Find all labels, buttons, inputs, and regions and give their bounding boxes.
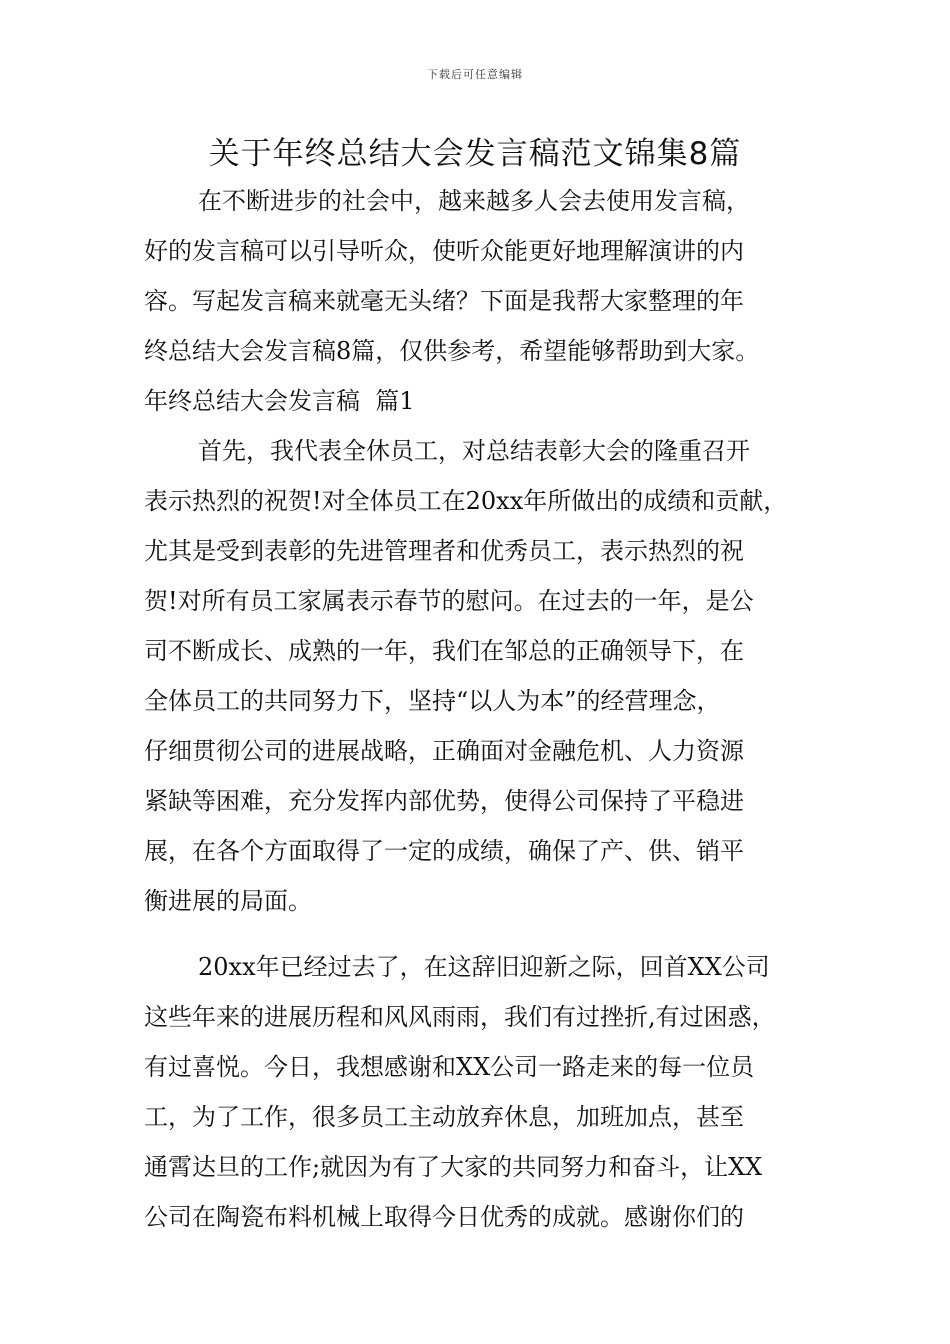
intro-line: 容。写起发言稿来就毫无头绪？下面是我帮大家整理的年 [144, 287, 744, 315]
paragraph1-line: 展，在各个方面取得了一定的成绩，确保了产、供、销平 [144, 837, 744, 865]
document-title: 关于年终总结大会发言稿范文锦集8篇 [208, 136, 742, 172]
intro-line: 在不断进步的社会中，越来越多人会去使用发言稿， [198, 187, 750, 215]
paragraph1-line: 衡进展的局面。 [144, 887, 312, 915]
paragraph2-line: 通霄达旦的工作;就因为有了大家的共同努力和奋斗，让XX [144, 1153, 763, 1181]
paragraph1-line: 首先，我代表全休员工，对总结表彰大会的隆重召开 [198, 437, 750, 465]
paragraph2-line: 工，为了工作，很多员工主动放弃休息，加班加点，甚至 [144, 1103, 744, 1131]
paragraph1-line: 仔细贯彻公司的进展战略，正确面对金融危机、人力资源 [144, 737, 744, 765]
paragraph1-line: 司不断成长、成熟的一年，我们在邹总的正确领导下，在 [144, 637, 744, 665]
paragraph1-line: 全体员工的共同努力下，坚持“以人为本”的经营理念， [144, 687, 721, 715]
paragraph1-line: 贺!对所有员工家属表示春节的慰问。在过去的一年，是公 [144, 587, 754, 615]
header-note: 下载后可任意编辑 [427, 68, 523, 81]
paragraph2-line: 这些年来的进展历程和风风雨雨，我们有过挫折,有过困惑， [144, 1003, 776, 1031]
intro-line: 好的发言稿可以引导听众，使听众能更好地理解演讲的内 [144, 237, 744, 265]
paragraph2-line: 有过喜悦。今日，我想感谢和XX公司一路走来的每一位员 [144, 1053, 755, 1081]
section-heading: 年终总结大会发言稿 篇1 [144, 387, 415, 415]
paragraph1-line: 表示热烈的祝贺!对全体员工在20xx年所做出的成绩和贡献， [144, 487, 788, 515]
paragraph1-line: 尤其是受到表彰的先进管理者和优秀员工，表示热烈的祝 [144, 537, 744, 565]
paragraph2-line: 公司在陶瓷布料机械上取得今日优秀的成就。感谢你们的 [144, 1203, 744, 1231]
paragraph1-line: 紧缺等困难，充分发挥内部优势，使得公司保持了平稳进 [144, 787, 744, 815]
intro-line: 终总结大会发言稿8篇，仅供参考，希望能够帮助到大家。 [144, 337, 760, 365]
document-body [144, 176, 824, 1242]
paragraph2-line: 20xx年已经过去了，在这辞旧迎新之际，回首XX公司 [198, 953, 770, 981]
